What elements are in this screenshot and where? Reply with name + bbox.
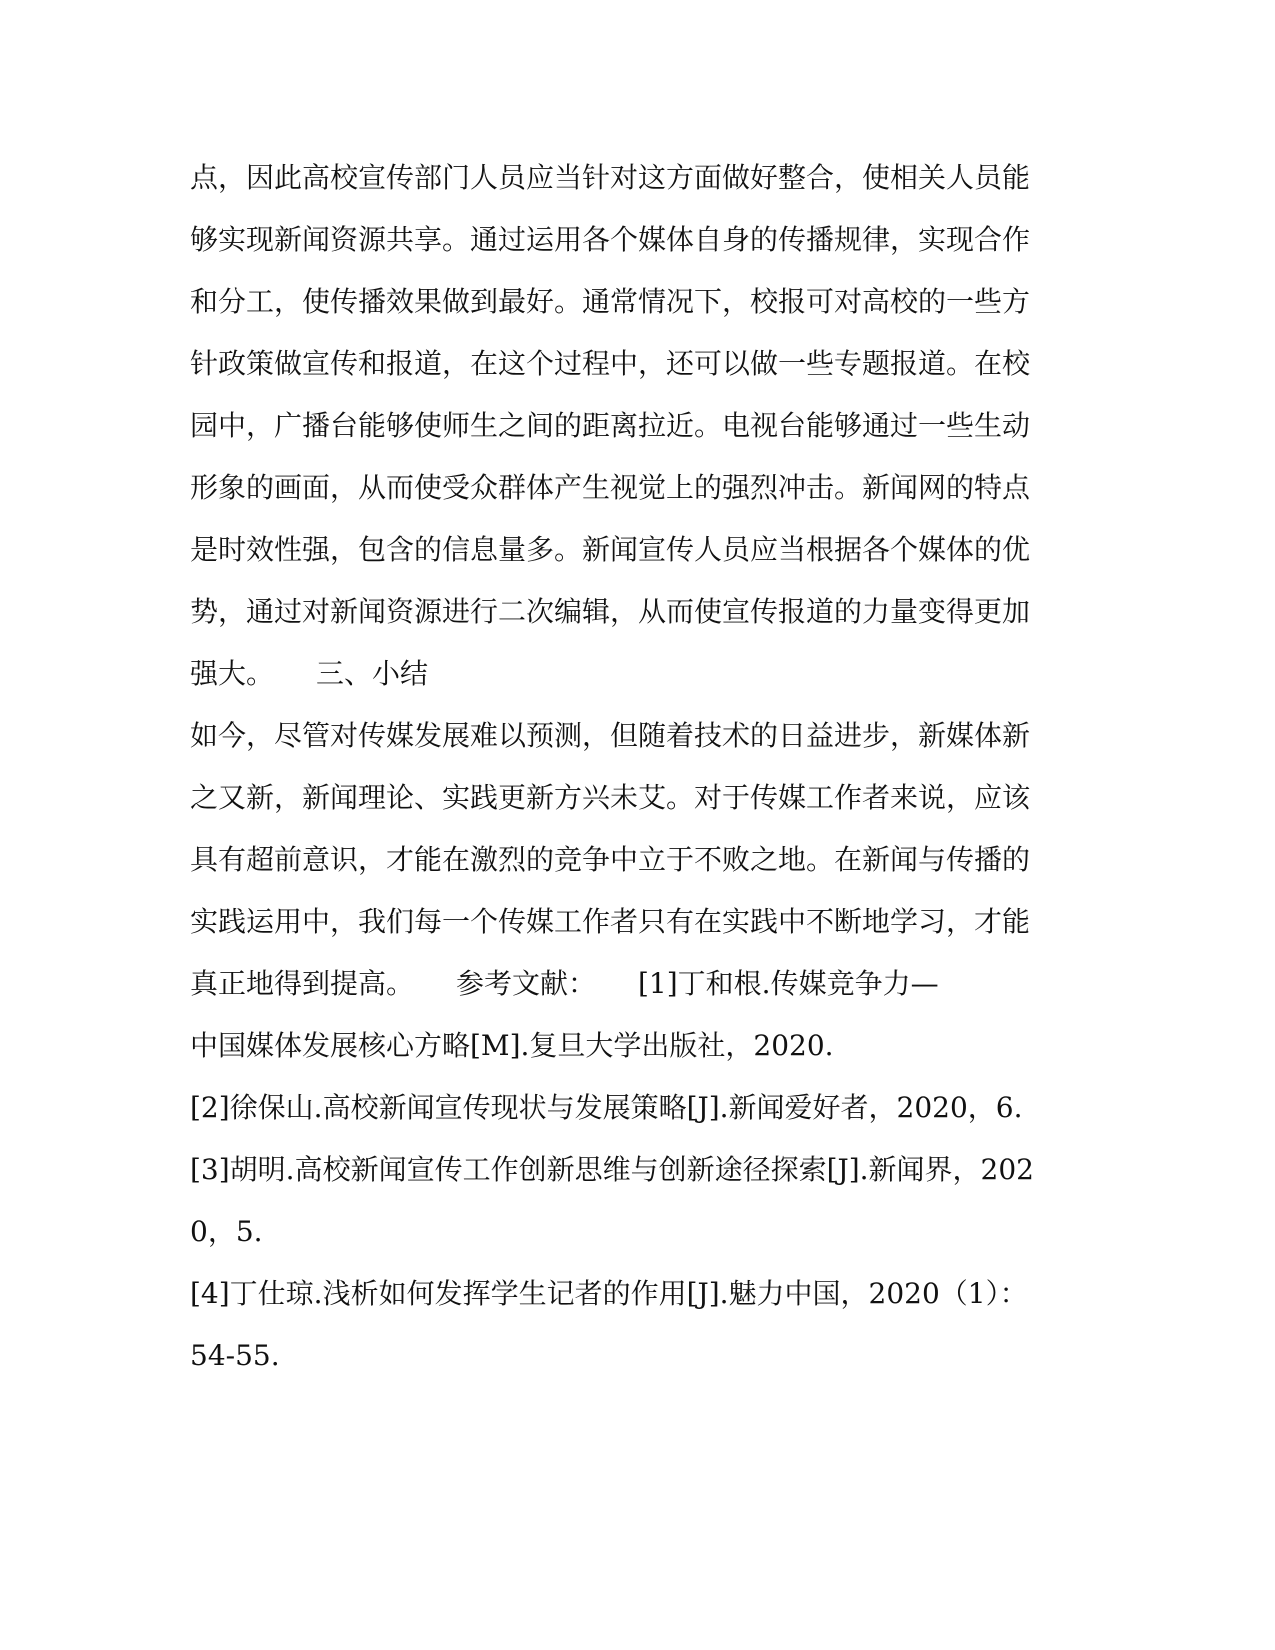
text-line: 形象的画面，从而使受众群体产生视觉上的强烈冲击。新闻网的特点 xyxy=(190,471,1031,504)
text-line: 是时效性强，包含的信息量多。新闻宣传人员应当根据各个媒体的优 xyxy=(190,533,1031,566)
reference-line: [3]胡明.高校新闻宣传工作创新思维与创新途径探索[J].新闻界，202 xyxy=(190,1153,1034,1186)
text-line: 点，因此高校宣传部门人员应当针对这方面做好整合，使相关人员能 xyxy=(190,161,1031,194)
text-line: 具有超前意识，才能在激烈的竞争中立于不败之地。在新闻与传播的 xyxy=(190,843,1031,876)
text-line: 势，通过对新闻资源进行二次编辑，从而使宣传报道的力量变得更加 xyxy=(190,595,1031,628)
reference-line: [2]徐保山.高校新闻宣传现状与发展策略[J].新闻爱好者，2020，6. xyxy=(190,1091,1023,1124)
reference-line: 0，5. xyxy=(190,1215,263,1248)
text-line: 针政策做宣传和报道，在这个过程中，还可以做一些专题报道。在校 xyxy=(190,347,1031,380)
text-line: 实践运用中，我们每一个传媒工作者只有在实践中不断地学习，才能 xyxy=(190,905,1031,938)
section-heading-line: 强大。 三、小结 xyxy=(190,657,429,690)
reference-line: 中国媒体发展核心方略[M].复旦大学出版社，2020. xyxy=(190,1029,834,1062)
reference-line: [4]丁仕琼.浅析如何发挥学生记者的作用[J].魅力中国，2020（1）： xyxy=(190,1277,1028,1310)
text-line: 够实现新闻资源共享。通过运用各个媒体自身的传播规律，实现合作 xyxy=(190,223,1031,256)
references-heading-line: 真正地得到提高。 参考文献： [1]丁和根.传媒竞争力— xyxy=(190,967,939,1000)
text-line: 如今，尽管对传媒发展难以预测，但随着技术的日益进步，新媒体新 xyxy=(190,719,1031,752)
text-line: 园中，广播台能够使师生之间的距离拉近。电视台能够通过一些生动 xyxy=(190,409,1031,442)
text-line: 之又新，新闻理论、实践更新方兴未艾。对于传媒工作者来说，应该 xyxy=(190,781,1031,814)
reference-line: 54-55. xyxy=(190,1339,280,1372)
text-line: 和分工，使传播效果做到最好。通常情况下，校报可对高校的一些方 xyxy=(190,285,1031,318)
